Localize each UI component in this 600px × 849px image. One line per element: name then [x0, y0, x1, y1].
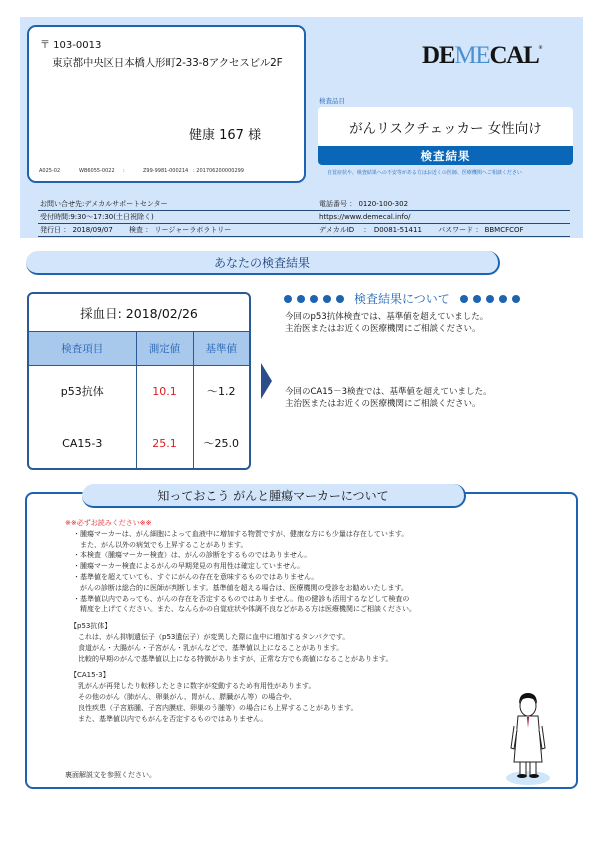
message-line: 主治医またはお近くの医療機関にご相談ください。 — [285, 399, 481, 409]
logo-part-me: ME — [454, 42, 490, 69]
bullet-line: 精度を上げてください。また、なんらかの自覚症状や体調不良などがある方は医療機関にご相談ください。 — [80, 605, 416, 614]
reference-value: ～1.2 — [207, 385, 236, 399]
results-section-title: あなたの検査結果 — [26, 251, 500, 275]
code-2: WB6055-0022 — [79, 168, 115, 174]
tracking-codes — [39, 168, 244, 174]
item-name: CA15-3 — [29, 417, 136, 469]
info-section-title: 知っておこう がんと腫瘍マーカーについて — [82, 484, 466, 508]
message-line: 今回のp53抗体検査では、基準値を超えていました。 — [285, 312, 489, 322]
phone-number: 電話番号 ： 0120-100-302 — [319, 200, 409, 208]
bullet-line: ・腫瘍マーカー検査によるがんの早期発見の有用性は確定していません。 — [73, 562, 305, 571]
p53-line: これは、がん抑制遺伝子（p53遺伝子）が変異した際に血中に増加するタンパクです。 — [78, 632, 350, 641]
results-table-header — [29, 332, 249, 365]
bullet-line: がんの診断は総合的に医師が判断します。基準値を超える場合は、医療機関の受診をお勧めいたします。 — [80, 583, 408, 592]
p53-heading: 【p53抗体】 — [70, 622, 112, 631]
demecal-logo — [422, 42, 541, 70]
info-body — [65, 518, 416, 724]
measured-value: 10.1 — [136, 365, 193, 417]
ca153-message — [285, 386, 491, 410]
contact-info — [38, 198, 570, 237]
contact-row-2 — [38, 211, 570, 224]
dots-right-icon — [460, 295, 520, 303]
test-result-bar: 検査結果 — [318, 146, 573, 165]
bullet-line: ・基準値以内であっても、がんの存在を否定するものではありません。他の健診も活用するなどして検査の — [73, 594, 410, 603]
header-item: 検査項目 — [29, 332, 136, 365]
bullet-line: また、がん以外の病気でも上昇することがあります。 — [80, 540, 248, 549]
message-line: 今回のCA15－3検査では、基準値を超えていました。 — [285, 387, 492, 397]
results-card — [27, 292, 251, 470]
website-url[interactable]: https://www.demecal.info/ — [319, 213, 411, 221]
ca153-heading: 【CA15-3】 — [70, 671, 110, 680]
results-table — [29, 332, 249, 469]
logo-part-cal: CAL — [489, 42, 539, 69]
p53-message — [285, 311, 488, 335]
table-row — [29, 417, 249, 469]
address: 東京都中央区日本橋人形町2-33-8アクセスビル2F — [52, 57, 283, 69]
header-reference: 基準値 — [193, 332, 249, 365]
reception-hours: 受付時間:9:30～17:30(土日祝除く) — [40, 213, 154, 221]
message-line: 主治医またはお近くの医療機関にご相談ください。 — [285, 324, 481, 334]
must-read-notice: ※※必ずお読みください※※ — [65, 519, 152, 527]
p53-line: 比較的早期のがんで基準値以上になる特徴がありますが、正常な方でも高値になることがあります。 — [78, 654, 393, 663]
inquiry-center: お問い合せ先:デメカルサポートセンター — [40, 200, 168, 208]
recipient-name: 健康 167 様 — [189, 128, 262, 143]
arrow-right-icon — [261, 363, 272, 399]
dots-left-icon — [284, 295, 344, 303]
bullet-line: ・腫瘍マーカーは、がん細胞によって血液中に増加する物質ですが、健康な方にも少量は存在しています。 — [73, 529, 409, 538]
code-3: Z99-9981-000214 — [143, 168, 189, 174]
contact-row-3 — [38, 224, 570, 237]
test-item-label: 検査品目 — [319, 97, 345, 105]
ca153-line: 乳がんが再発したり転移したときに数字が変動するため有用性があります。 — [78, 682, 316, 691]
test-item-name: がんリスクチェッカー 女性向け — [349, 120, 542, 137]
registered-mark: ® — [538, 46, 542, 51]
item-name: p53抗体 — [29, 365, 136, 417]
test-item-box — [318, 107, 573, 165]
contact-row-1 — [38, 198, 570, 211]
code-4: : 201706200000299 — [193, 168, 244, 174]
postal-code: 〒 103-0013 — [40, 40, 102, 51]
ca153-line: また、基準値以内でもがんを否定するものではありません。 — [78, 714, 268, 723]
bullet-line: ・本検査（腫瘍マーカー検査）は、がんの診断をするものではありません。 — [73, 551, 312, 560]
header-value: 測定値 — [136, 332, 193, 365]
back-page-note: 裏面解説文を参照ください。 — [65, 771, 156, 779]
p53-line: 食道がん・大腸がん・子宮がん・乳がんなどで、基準値以上になることがあります。 — [78, 643, 344, 652]
bullet-line: ・基準値を超えていても、すぐにがんの存在を意味するものではありません。 — [73, 572, 319, 581]
code-1: A025-02 — [39, 168, 61, 174]
measured-value: 25.1 — [136, 417, 193, 469]
reference-value: ～25.0 — [203, 437, 239, 450]
consult-warning: 自覚症状や、検査結果への不安等がある方はお近くの医師、医療機関へご相談ください — [327, 170, 522, 176]
login-credentials: デメカルID ： D0081-51411 パスワード ： BBMCFCOF — [319, 226, 524, 234]
about-results-heading — [284, 290, 520, 307]
blood-draw-date: 採血日: 2018/02/26 — [29, 294, 249, 332]
address-card — [27, 25, 306, 183]
about-results-title: 検査結果について — [354, 292, 450, 306]
issue-info: 発行日 ： 2018/09/07 検査 ： リージャーラボラトリー — [40, 226, 232, 234]
ca153-line: その他のがん（肺がん、卵巣がん、胃がん、膵臓がん等）の場合や、 — [78, 692, 297, 701]
logo-part-de: DE — [422, 42, 455, 69]
code-sep: : — [123, 168, 125, 174]
doctor-illustration-icon — [502, 686, 554, 786]
ca153-line: 良性疾患（子宮筋腫、子宮内膜症、卵巣のう腫等）の場合にも上昇することがあります。 — [78, 703, 358, 712]
table-row — [29, 365, 249, 417]
